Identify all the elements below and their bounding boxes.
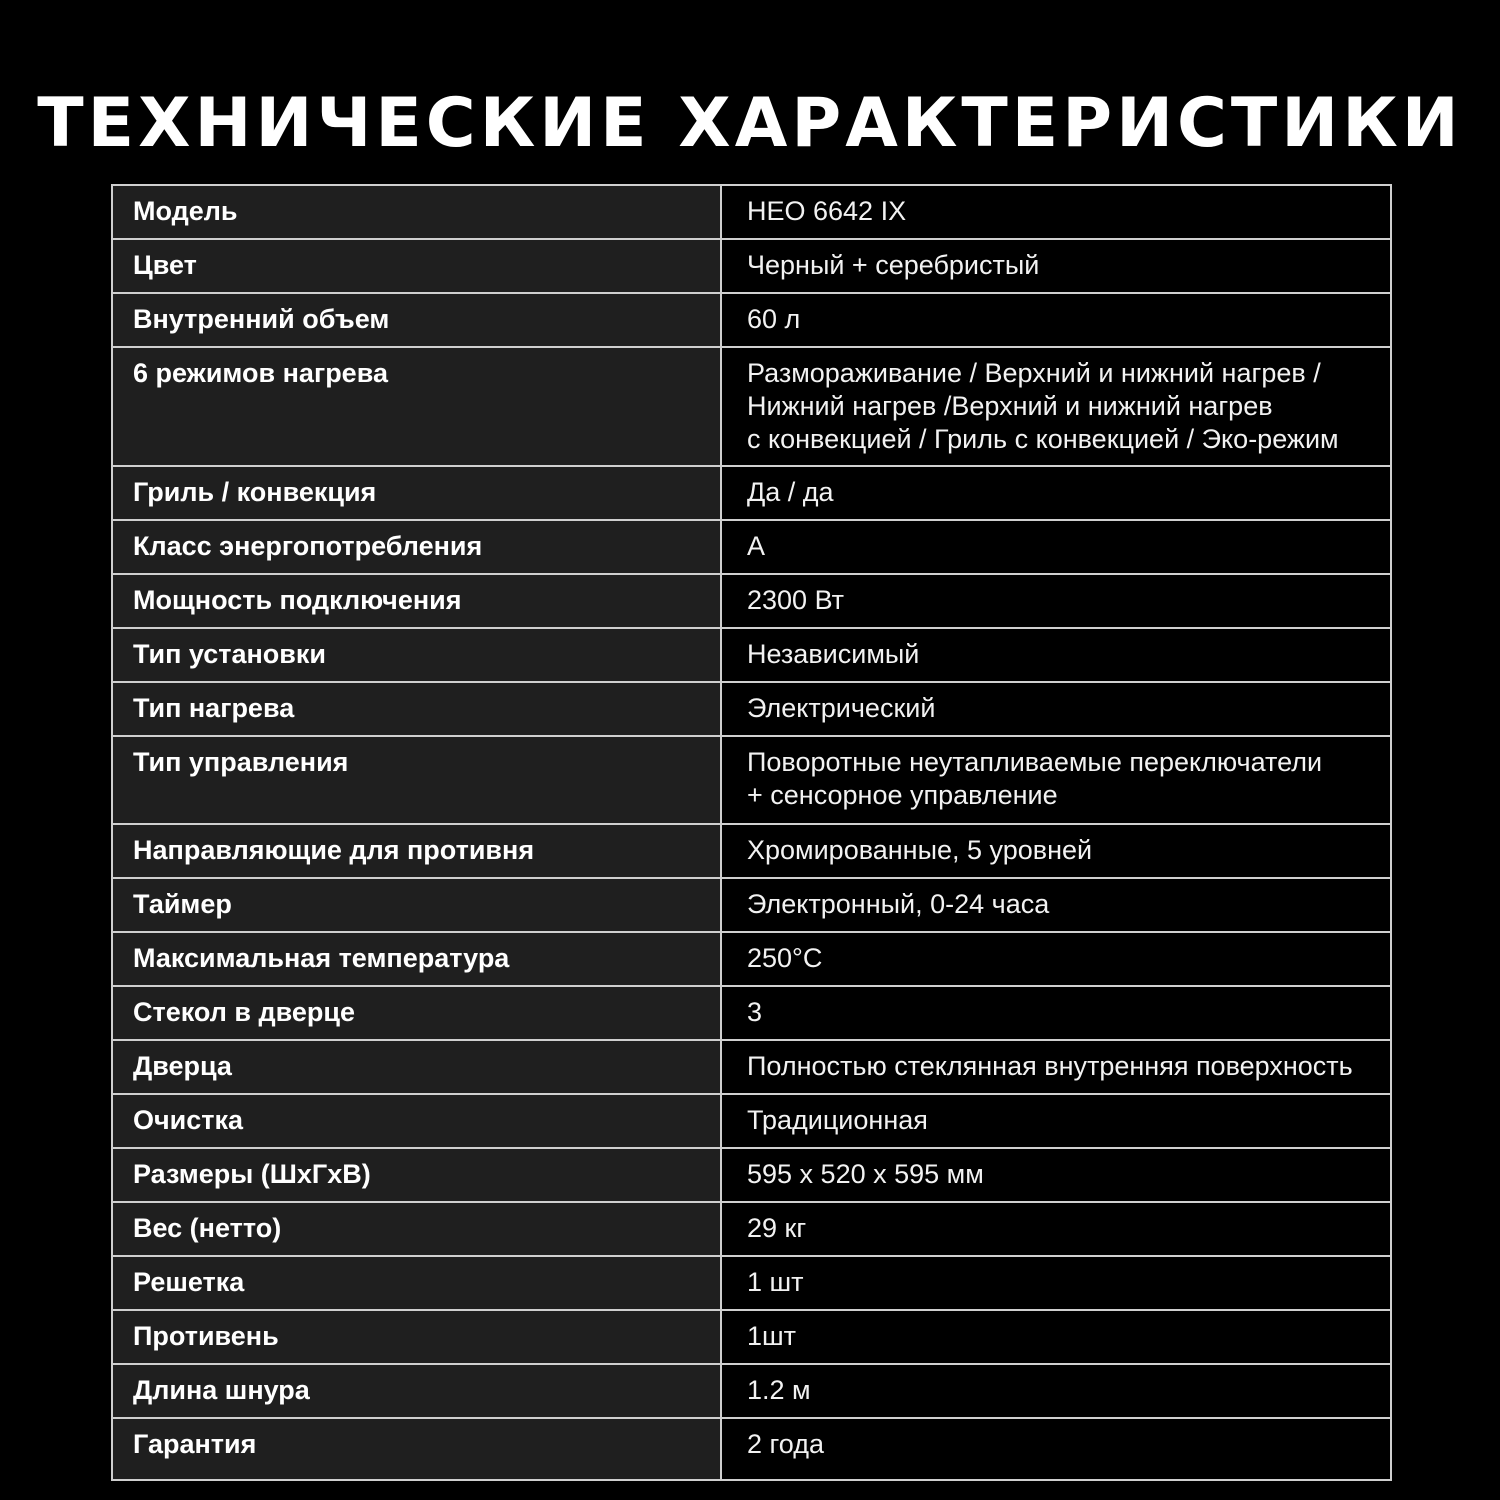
table-row xyxy=(112,1364,1391,1418)
spec-name: Стекол в дверце xyxy=(112,986,721,1040)
table-row xyxy=(112,824,1391,878)
spec-value: 595 х 520 х 595 мм xyxy=(721,1148,1391,1202)
table-row xyxy=(112,932,1391,986)
table-row xyxy=(112,1256,1391,1310)
spec-name: Длина шнура xyxy=(112,1364,721,1418)
spec-value: 1 шт xyxy=(721,1256,1391,1310)
spec-value: А xyxy=(721,520,1391,574)
table-row xyxy=(112,1418,1391,1480)
table-row xyxy=(112,682,1391,736)
spec-value: 1шт xyxy=(721,1310,1391,1364)
spec-name: Направляющие для противня xyxy=(112,824,721,878)
spec-value: Черный + серебристый xyxy=(721,239,1391,293)
spec-value: Электрический xyxy=(721,682,1391,736)
table-row xyxy=(112,1202,1391,1256)
table-row xyxy=(112,878,1391,932)
spec-value: 3 xyxy=(721,986,1391,1040)
spec-value: 2300 Вт xyxy=(721,574,1391,628)
spec-name: 6 режимов нагрева xyxy=(112,347,721,466)
spec-value: Размораживание / Верхний и нижний нагрев / Нижний нагрев /Верхний и нижний нагрев с конвекцией / Гриль с конвекцией / Эко-режим xyxy=(721,347,1391,466)
spec-value: Полностью стеклянная внутренняя поверхность xyxy=(721,1040,1391,1094)
table-row xyxy=(112,1094,1391,1148)
spec-name: Противень xyxy=(112,1310,721,1364)
table-row xyxy=(112,986,1391,1040)
spec-value: Независимый xyxy=(721,628,1391,682)
table-row xyxy=(112,1310,1391,1364)
spec-value: Традиционная xyxy=(721,1094,1391,1148)
table-row xyxy=(112,466,1391,520)
spec-name: Мощность подключения xyxy=(112,574,721,628)
spec-value: 29 кг xyxy=(721,1202,1391,1256)
spec-name: Тип нагрева xyxy=(112,682,721,736)
spec-name: Цвет xyxy=(112,239,721,293)
spec-name: Максимальная температура xyxy=(112,932,721,986)
spec-value: Да / да xyxy=(721,466,1391,520)
spec-name: Очистка xyxy=(112,1094,721,1148)
table-row xyxy=(112,1040,1391,1094)
spec-name: Тип установки xyxy=(112,628,721,682)
spec-name: Тип управления xyxy=(112,736,721,824)
spec-name: Размеры (ШхГхВ) xyxy=(112,1148,721,1202)
page-title: ТЕХНИЧЕСКИЕ ХАРАКТЕРИСТИКИ xyxy=(37,84,1463,163)
table-row xyxy=(112,736,1391,824)
spec-name: Вес (нетто) xyxy=(112,1202,721,1256)
spec-value: 1.2 м xyxy=(721,1364,1391,1418)
spec-name: Решетка xyxy=(112,1256,721,1310)
spec-value: 60 л xyxy=(721,293,1391,347)
table-row xyxy=(112,239,1391,293)
spec-value: Хромированные, 5 уровней xyxy=(721,824,1391,878)
table-row xyxy=(112,520,1391,574)
spec-name: Внутренний объем xyxy=(112,293,721,347)
spec-name: Модель xyxy=(112,185,721,239)
spec-value: 2 года xyxy=(721,1418,1391,1480)
spec-value: HEO 6642 IX xyxy=(721,185,1391,239)
table-row xyxy=(112,293,1391,347)
spec-value: 250°С xyxy=(721,932,1391,986)
spec-value: Электронный, 0-24 часа xyxy=(721,878,1391,932)
spec-name: Класс энергопотребления xyxy=(112,520,721,574)
table-row xyxy=(112,1148,1391,1202)
spec-name: Гарантия xyxy=(112,1418,721,1480)
spec-name: Таймер xyxy=(112,878,721,932)
spec-name: Гриль / конвекция xyxy=(112,466,721,520)
spec-name: Дверца xyxy=(112,1040,721,1094)
table-row xyxy=(112,574,1391,628)
table-row xyxy=(112,185,1391,239)
table-row xyxy=(112,347,1391,466)
specs-table xyxy=(111,184,1392,1481)
spec-value: Поворотные неутапливаемые переключатели + сенсорное управление xyxy=(721,736,1391,824)
table-row xyxy=(112,628,1391,682)
